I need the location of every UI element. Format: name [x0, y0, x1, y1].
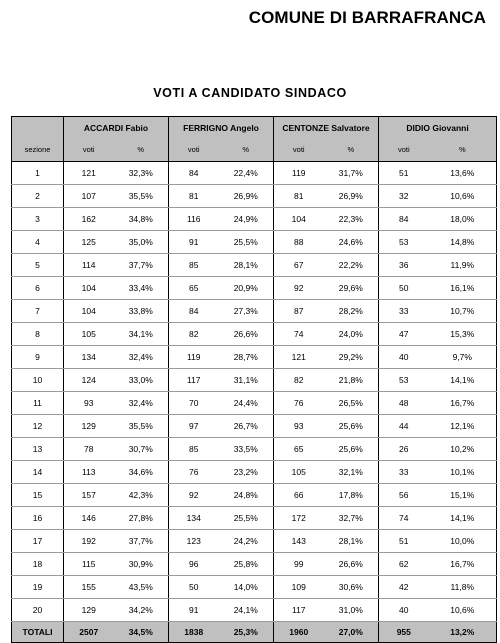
voti-header: voti — [64, 139, 114, 162]
voti-cell: 104 — [274, 208, 324, 231]
pct-cell: 15,1% — [429, 484, 497, 507]
pct-cell: 25,5% — [219, 507, 274, 530]
pct-cell: 18,0% — [429, 208, 497, 231]
voti-cell: 104 — [64, 277, 114, 300]
pct-cell: 16,7% — [429, 392, 497, 415]
pct-cell: 24,6% — [324, 231, 379, 254]
voti-cell: 66 — [274, 484, 324, 507]
voti-cell: 119 — [169, 346, 219, 369]
voti-cell: 74 — [274, 323, 324, 346]
voti-cell: 96 — [169, 553, 219, 576]
pct-cell: 15,3% — [429, 323, 497, 346]
pct-cell: 34,5% — [114, 622, 169, 643]
pct-cell: 33,8% — [114, 300, 169, 323]
table-row — [12, 277, 497, 300]
pct-cell: 31,1% — [219, 369, 274, 392]
pct-cell: 29,6% — [324, 277, 379, 300]
pct-cell: 26,9% — [219, 185, 274, 208]
table-row — [12, 323, 497, 346]
pct-cell: 14,8% — [429, 231, 497, 254]
pct-cell: 37,7% — [114, 530, 169, 553]
voti-cell: 105 — [64, 323, 114, 346]
voti-cell: 91 — [169, 231, 219, 254]
voti-cell: 78 — [64, 438, 114, 461]
table-row — [12, 438, 497, 461]
voti-cell: 88 — [274, 231, 324, 254]
voti-cell: 124 — [64, 369, 114, 392]
pct-cell: 24,1% — [219, 599, 274, 622]
pct-cell: 16,7% — [429, 553, 497, 576]
pct-cell: 25,6% — [324, 415, 379, 438]
pct-cell: 10,1% — [429, 461, 497, 484]
voti-cell: 134 — [64, 346, 114, 369]
pct-cell: 34,1% — [114, 323, 169, 346]
voti-header: voti — [274, 139, 324, 162]
voti-cell: 76 — [274, 392, 324, 415]
voti-cell: 50 — [379, 277, 429, 300]
pct-cell: 31,7% — [324, 162, 379, 185]
pct-cell: 10,2% — [429, 438, 497, 461]
voti-cell: 84 — [169, 300, 219, 323]
sezione-cell: 5 — [12, 254, 64, 277]
voti-cell: 53 — [379, 231, 429, 254]
pct-header: % — [429, 139, 497, 162]
pct-cell: 43,5% — [114, 576, 169, 599]
table-row — [12, 576, 497, 599]
pct-cell: 31,0% — [324, 599, 379, 622]
voti-cell: 115 — [64, 553, 114, 576]
pct-cell: 17,8% — [324, 484, 379, 507]
pct-cell: 25,8% — [219, 553, 274, 576]
sezione-cell: 10 — [12, 369, 64, 392]
sezione-cell: 1 — [12, 162, 64, 185]
pct-cell: 25,3% — [219, 622, 274, 643]
sezione-header: sezione — [12, 139, 64, 162]
sezione-cell: 17 — [12, 530, 64, 553]
sezione-cell: 6 — [12, 277, 64, 300]
voti-cell: 99 — [274, 553, 324, 576]
voti-cell: 48 — [379, 392, 429, 415]
voti-cell: 105 — [274, 461, 324, 484]
pct-cell: 20,9% — [219, 277, 274, 300]
pct-cell: 34,6% — [114, 461, 169, 484]
pct-cell: 26,7% — [219, 415, 274, 438]
pct-cell: 26,6% — [324, 553, 379, 576]
voti-cell: 44 — [379, 415, 429, 438]
table-row — [12, 599, 497, 622]
pct-cell: 21,8% — [324, 369, 379, 392]
pct-cell: 9,7% — [429, 346, 497, 369]
voti-cell: 50 — [169, 576, 219, 599]
voti-cell: 47 — [379, 323, 429, 346]
table-subtitle: VOTI A CANDIDATO SINDACO — [153, 86, 347, 100]
voti-cell: 26 — [379, 438, 429, 461]
pct-cell: 24,4% — [219, 392, 274, 415]
sezione-cell: 18 — [12, 553, 64, 576]
pct-cell: 25,6% — [324, 438, 379, 461]
voti-cell: 117 — [169, 369, 219, 392]
voti-cell: 104 — [64, 300, 114, 323]
voti-cell: 97 — [169, 415, 219, 438]
sezione-cell: 8 — [12, 323, 64, 346]
pct-cell: 42,3% — [114, 484, 169, 507]
voti-cell: 2507 — [64, 622, 114, 643]
table-row — [12, 507, 497, 530]
page-title: COMUNE DI BARRAFRANCA — [248, 8, 486, 27]
voti-cell: 36 — [379, 254, 429, 277]
voti-cell: 1838 — [169, 622, 219, 643]
table-row — [12, 461, 497, 484]
sezione-cell: 15 — [12, 484, 64, 507]
pct-cell: 32,7% — [324, 507, 379, 530]
voti-cell: 92 — [274, 277, 324, 300]
sezione-cell: 9 — [12, 346, 64, 369]
pct-cell: 27,8% — [114, 507, 169, 530]
totals-row — [12, 622, 497, 643]
voti-cell: 67 — [274, 254, 324, 277]
voti-cell: 146 — [64, 507, 114, 530]
pct-cell: 33,5% — [219, 438, 274, 461]
pct-cell: 27,3% — [219, 300, 274, 323]
table-row — [12, 346, 497, 369]
sezione-cell: 11 — [12, 392, 64, 415]
voti-cell: 74 — [379, 507, 429, 530]
pct-header: % — [324, 139, 379, 162]
voti-cell: 82 — [274, 369, 324, 392]
sezione-cell: 14 — [12, 461, 64, 484]
pct-cell: 13,2% — [429, 622, 497, 643]
pct-cell: 28,1% — [324, 530, 379, 553]
pct-header: % — [219, 139, 274, 162]
pct-cell: 26,6% — [219, 323, 274, 346]
voti-cell: 93 — [64, 392, 114, 415]
table-row — [12, 254, 497, 277]
pct-cell: 10,6% — [429, 185, 497, 208]
pct-header: % — [114, 139, 169, 162]
sezione-cell: 20 — [12, 599, 64, 622]
pct-cell: 32,1% — [324, 461, 379, 484]
candidate-name: FERRIGNO Angelo — [169, 117, 274, 140]
pct-cell: 23,2% — [219, 461, 274, 484]
voti-cell: 955 — [379, 622, 429, 643]
voti-cell: 129 — [64, 415, 114, 438]
pct-cell: 14,1% — [429, 369, 497, 392]
voti-cell: 81 — [169, 185, 219, 208]
table-row — [12, 369, 497, 392]
voti-cell: 85 — [169, 254, 219, 277]
pct-cell: 10,0% — [429, 530, 497, 553]
voti-cell: 119 — [274, 162, 324, 185]
pct-cell: 35,0% — [114, 231, 169, 254]
pct-cell: 10,6% — [429, 599, 497, 622]
pct-cell: 29,2% — [324, 346, 379, 369]
table-row — [12, 185, 497, 208]
pct-cell: 34,8% — [114, 208, 169, 231]
voti-cell: 40 — [379, 346, 429, 369]
voti-cell: 125 — [64, 231, 114, 254]
voti-cell: 62 — [379, 553, 429, 576]
voti-cell: 70 — [169, 392, 219, 415]
pct-cell: 13,6% — [429, 162, 497, 185]
candidate-name: CENTONZE Salvatore — [274, 117, 379, 140]
pct-cell: 24,9% — [219, 208, 274, 231]
pct-cell: 32,3% — [114, 162, 169, 185]
pct-cell: 37,7% — [114, 254, 169, 277]
voti-cell: 40 — [379, 599, 429, 622]
sezione-cell: 4 — [12, 231, 64, 254]
pct-cell: 22,2% — [324, 254, 379, 277]
voti-cell: 129 — [64, 599, 114, 622]
voti-cell: 162 — [64, 208, 114, 231]
pct-cell: 26,9% — [324, 185, 379, 208]
voti-cell: 76 — [169, 461, 219, 484]
pct-cell: 32,4% — [114, 346, 169, 369]
voti-cell: 53 — [379, 369, 429, 392]
pct-cell: 22,4% — [219, 162, 274, 185]
table-row — [12, 300, 497, 323]
table-row — [12, 231, 497, 254]
pct-cell: 28,1% — [219, 254, 274, 277]
voti-cell: 92 — [169, 484, 219, 507]
voti-cell: 113 — [64, 461, 114, 484]
pct-cell: 30,9% — [114, 553, 169, 576]
pct-cell: 22,3% — [324, 208, 379, 231]
voti-cell: 82 — [169, 323, 219, 346]
pct-cell: 30,6% — [324, 576, 379, 599]
voti-cell: 33 — [379, 300, 429, 323]
table-row — [12, 553, 497, 576]
voti-cell: 42 — [379, 576, 429, 599]
sezione-cell: 3 — [12, 208, 64, 231]
voti-cell: 65 — [169, 277, 219, 300]
subheader-row — [12, 139, 497, 162]
voti-cell: 84 — [379, 208, 429, 231]
voti-header: voti — [169, 139, 219, 162]
candidate-name: DIDIO Giovanni — [379, 117, 497, 140]
pct-cell: 32,4% — [114, 392, 169, 415]
voti-cell: 116 — [169, 208, 219, 231]
pct-cell: 11,9% — [429, 254, 497, 277]
pct-cell: 24,2% — [219, 530, 274, 553]
voti-cell: 87 — [274, 300, 324, 323]
pct-cell: 14,1% — [429, 507, 497, 530]
pct-cell: 30,7% — [114, 438, 169, 461]
pct-cell: 33,0% — [114, 369, 169, 392]
pct-cell: 24,0% — [324, 323, 379, 346]
candidate-header-row — [12, 117, 497, 140]
pct-cell: 24,8% — [219, 484, 274, 507]
voti-cell: 134 — [169, 507, 219, 530]
header-blank — [12, 117, 64, 140]
table-row — [12, 484, 497, 507]
table-row — [12, 392, 497, 415]
pct-cell: 10,7% — [429, 300, 497, 323]
table-row — [12, 530, 497, 553]
pct-cell: 12,1% — [429, 415, 497, 438]
voti-cell: 107 — [64, 185, 114, 208]
table-row — [12, 208, 497, 231]
voti-cell: 33 — [379, 461, 429, 484]
voti-cell: 84 — [169, 162, 219, 185]
pct-cell: 26,5% — [324, 392, 379, 415]
pct-cell: 33,4% — [114, 277, 169, 300]
voti-cell: 117 — [274, 599, 324, 622]
voti-cell: 51 — [379, 530, 429, 553]
sezione-cell: 13 — [12, 438, 64, 461]
sezione-cell: 2 — [12, 185, 64, 208]
voti-cell: 121 — [274, 346, 324, 369]
voti-cell: 123 — [169, 530, 219, 553]
pct-cell: 11,8% — [429, 576, 497, 599]
sezione-cell: 16 — [12, 507, 64, 530]
pct-cell: 14,0% — [219, 576, 274, 599]
voti-cell: 109 — [274, 576, 324, 599]
voti-cell: 1960 — [274, 622, 324, 643]
candidate-name: ACCARDI Fabio — [64, 117, 169, 140]
voti-cell: 56 — [379, 484, 429, 507]
voti-cell: 121 — [64, 162, 114, 185]
voti-cell: 65 — [274, 438, 324, 461]
pct-cell: 28,7% — [219, 346, 274, 369]
pct-cell: 35,5% — [114, 415, 169, 438]
voti-cell: 32 — [379, 185, 429, 208]
voti-cell: 85 — [169, 438, 219, 461]
voti-cell: 157 — [64, 484, 114, 507]
voti-cell: 93 — [274, 415, 324, 438]
pct-cell: 16,1% — [429, 277, 497, 300]
pct-cell: 25,5% — [219, 231, 274, 254]
pct-cell: 35,5% — [114, 185, 169, 208]
sezione-cell: 7 — [12, 300, 64, 323]
voti-cell: 155 — [64, 576, 114, 599]
voti-cell: 51 — [379, 162, 429, 185]
voti-cell: 192 — [64, 530, 114, 553]
pct-cell: 27,0% — [324, 622, 379, 643]
pct-cell: 28,2% — [324, 300, 379, 323]
table-row — [12, 415, 497, 438]
voti-cell: 114 — [64, 254, 114, 277]
sezione-cell: 19 — [12, 576, 64, 599]
sezione-cell: 12 — [12, 415, 64, 438]
results-table — [11, 116, 497, 643]
voti-cell: 91 — [169, 599, 219, 622]
voti-cell: 81 — [274, 185, 324, 208]
voti-header: voti — [379, 139, 429, 162]
voti-cell: 143 — [274, 530, 324, 553]
table-row — [12, 162, 497, 185]
sezione-cell: TOTALI — [12, 622, 64, 643]
pct-cell: 34,2% — [114, 599, 169, 622]
voti-cell: 172 — [274, 507, 324, 530]
